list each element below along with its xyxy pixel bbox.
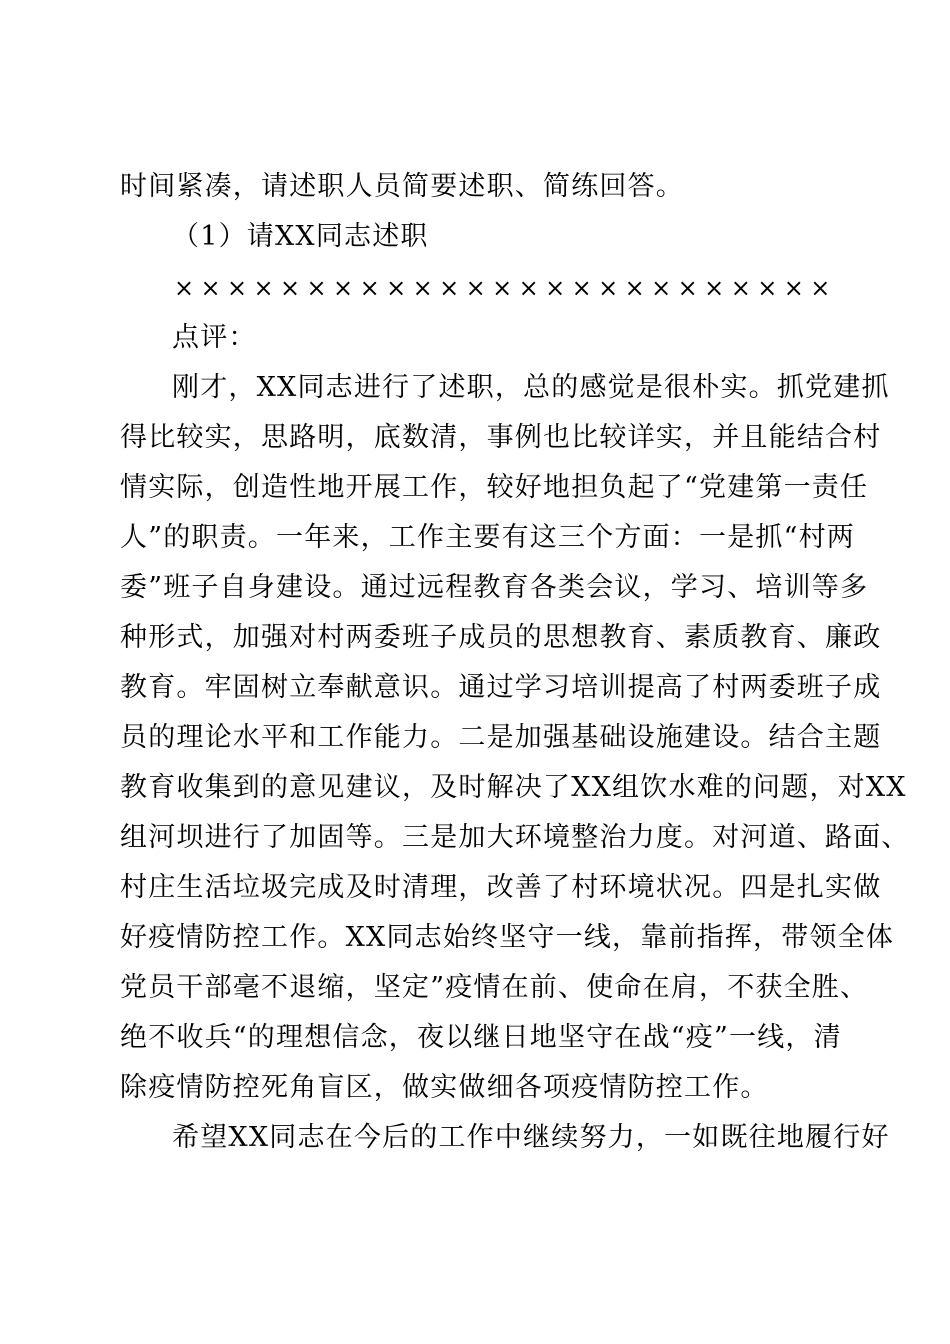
- text-line-14: 组河坝进行了加固等。三是加大环境整治力度。对河道、路面、: [120, 822, 910, 853]
- text-line-13: 教育收集到的意见建议，及时解决了XX组饮水难的问题，对XX: [120, 772, 907, 803]
- text-line-7: 情实际，创造性地开展工作，较好地担负起了“党建第一责任: [120, 472, 869, 503]
- text-line-16: 好疫情防控工作。XX同志始终坚守一线，靠前指挥，带领全体: [120, 922, 895, 953]
- text-line-6: 得比较实，思路明，底数清，事例也比较详实，并且能结合村: [120, 422, 882, 453]
- section-heading: （1）请XX同志述职: [172, 221, 429, 252]
- text-line-15: 村庄生活垃圾完成及时清理，改善了村环境状况。四是扎实做: [120, 872, 882, 903]
- comment-label: 点评：: [172, 322, 257, 353]
- text-line-19: 除疫情防控死角盲区，做实做细各项疫情防控工作。: [120, 1072, 769, 1103]
- text-line-17: 党员干部毫不退缩，坚定”疫情在前、使命在肩，不获全胜、: [120, 972, 869, 1003]
- text-line-5: 刚才，XX同志进行了述职，总的感觉是很朴实。抓党建抓: [172, 372, 890, 403]
- text-line-8: 人”的职责。一年来，工作主要有这三个方面：一是抓“村两: [120, 522, 856, 553]
- text-line-12: 员的理论水平和工作能力。二是加强基础设施建设。结合主题: [120, 722, 882, 753]
- text-line-11: 教育。牢固树立奉献意识。通过学习培训提高了村两委班子成: [120, 672, 882, 703]
- text-line-18: 绝不收兵“的理想信念，夜以继日地坚守在战“疫”一线，清: [120, 1022, 842, 1053]
- redacted-placeholder: ×××××××××××××××××××××××××: [174, 274, 837, 302]
- text-line-20: 希望XX同志在今后的工作中继续努力，一如既往地履行好: [172, 1122, 890, 1153]
- text-line-1: 时间紧凑，请述职人员简要述职、简练回答。: [120, 171, 684, 202]
- text-line-10: 种形式，加强对村两委班子成员的思想教育、素质教育、廉政: [120, 622, 882, 653]
- text-line-9: 委”班子自身建设。通过远程教育各类会议，学习、培训等多: [120, 572, 869, 603]
